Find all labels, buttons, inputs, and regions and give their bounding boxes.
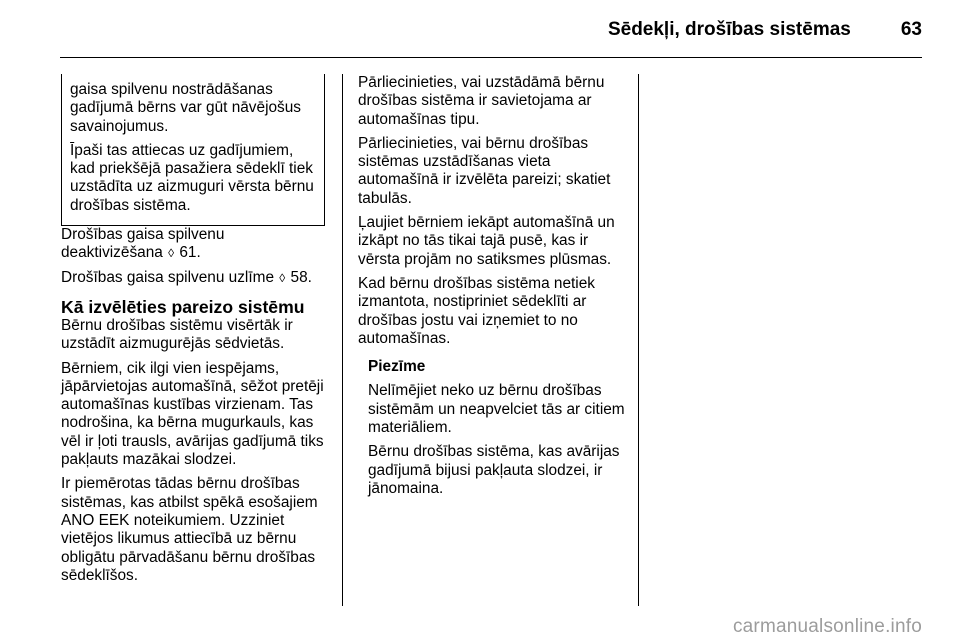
cross-reference-text: Drošības gaisa spilvenu uzlīme (61, 268, 275, 286)
page-header (60, 14, 922, 46)
body-paragraph: Ļaujiet bērniem iekāpt automašīnā un izkāpt no tās tikai tajā pusē, kas ir vērsta projām no satiksmes plūsmas. (358, 214, 615, 268)
page-reference-icon: ◊ (168, 246, 175, 261)
page-number: 63 (900, 19, 922, 40)
cross-reference-text: Drošības gaisa spilvenu deaktivizēšana (61, 226, 225, 262)
page-title: Sēdekļi, drošības sistēmas (607, 19, 851, 40)
body-paragraph: Ir piemērotas tādas bērnu drošības sistēmas, kas atbilst spēkā esošajiem ANO EEK noteikumiem. Uzziniet vietējos likumus attiecībā uz bērnu obligātu pārvadāšanu bērnu drošības sēdeklīšos. (61, 475, 318, 584)
column-left (61, 74, 329, 591)
column-divider-1 (342, 74, 343, 606)
header-divider (60, 57, 922, 58)
cross-reference[interactable] (61, 269, 329, 287)
body-paragraph: Bērnu drošības sistēmu visērtāk ir uzstādīt aizmugurējās sēdvietās. (61, 316, 293, 353)
warning-paragraph: gaisa spilvenu nostrādāšanas gadījumā bērns var gūt nāvējošus savainojumus. (70, 81, 301, 135)
cross-reference[interactable] (61, 226, 329, 263)
note-block (358, 358, 626, 498)
watermark: carmanualsonline.info (732, 616, 922, 637)
column-divider-2 (638, 74, 639, 606)
body-paragraph: Bērniem, cik ilgi vien iespējams, jāpārvietojas automašīnā, sēžot pretēji automašīnas kustības virzienam. Tas nodrošina, ka bērna mugurkauls, kas vēl ir ļoti trausls, avārijas gadījumā tiks pakļauts mazākai slodzei. (61, 359, 324, 469)
page-reference-icon: ◊ (279, 270, 286, 285)
note-paragraph: Bērnu drošības sistēma, kas avārijas gadījumā bijusi pakļauta slodzei, ir jānomaina. (368, 443, 620, 497)
cross-reference-page: 58. (290, 268, 312, 286)
body-paragraph: Pārliecinieties, vai bērnu drošības sistēmas uzstādīšanas vieta automašīnā ir izvēlēta pareizi; skatiet tabulās. (358, 134, 611, 207)
note-title: Piezīme (368, 358, 426, 376)
warning-box (61, 74, 325, 226)
note-paragraph: Nelīmējiet neko uz bērnu drošības sistēmām un neapvelciet tās ar citiem materiāliem. (368, 382, 625, 437)
body-paragraph: Pārliecinieties, vai uzstādāmā bērnu drošības sistēma ir savietojama ar automašīnas tipu. (358, 74, 605, 128)
section-heading: Kā izvēlēties pareizo sistēmu (61, 296, 305, 317)
body-paragraph: Kad bērnu drošības sistēma netiek izmantota, nostipriniet sēdeklīti ar drošības jostu vai izņemiet to no automašīnas. (358, 274, 595, 347)
cross-reference-page: 61. (179, 244, 201, 262)
column-middle (358, 74, 626, 504)
warning-paragraph: Īpaši tas attiecas uz gadījumiem, kad priekšējā pasažiera sēdeklī tiek uzstādīta uz aizmuguri vērsta bērnu drošības sistēma. (70, 141, 314, 214)
